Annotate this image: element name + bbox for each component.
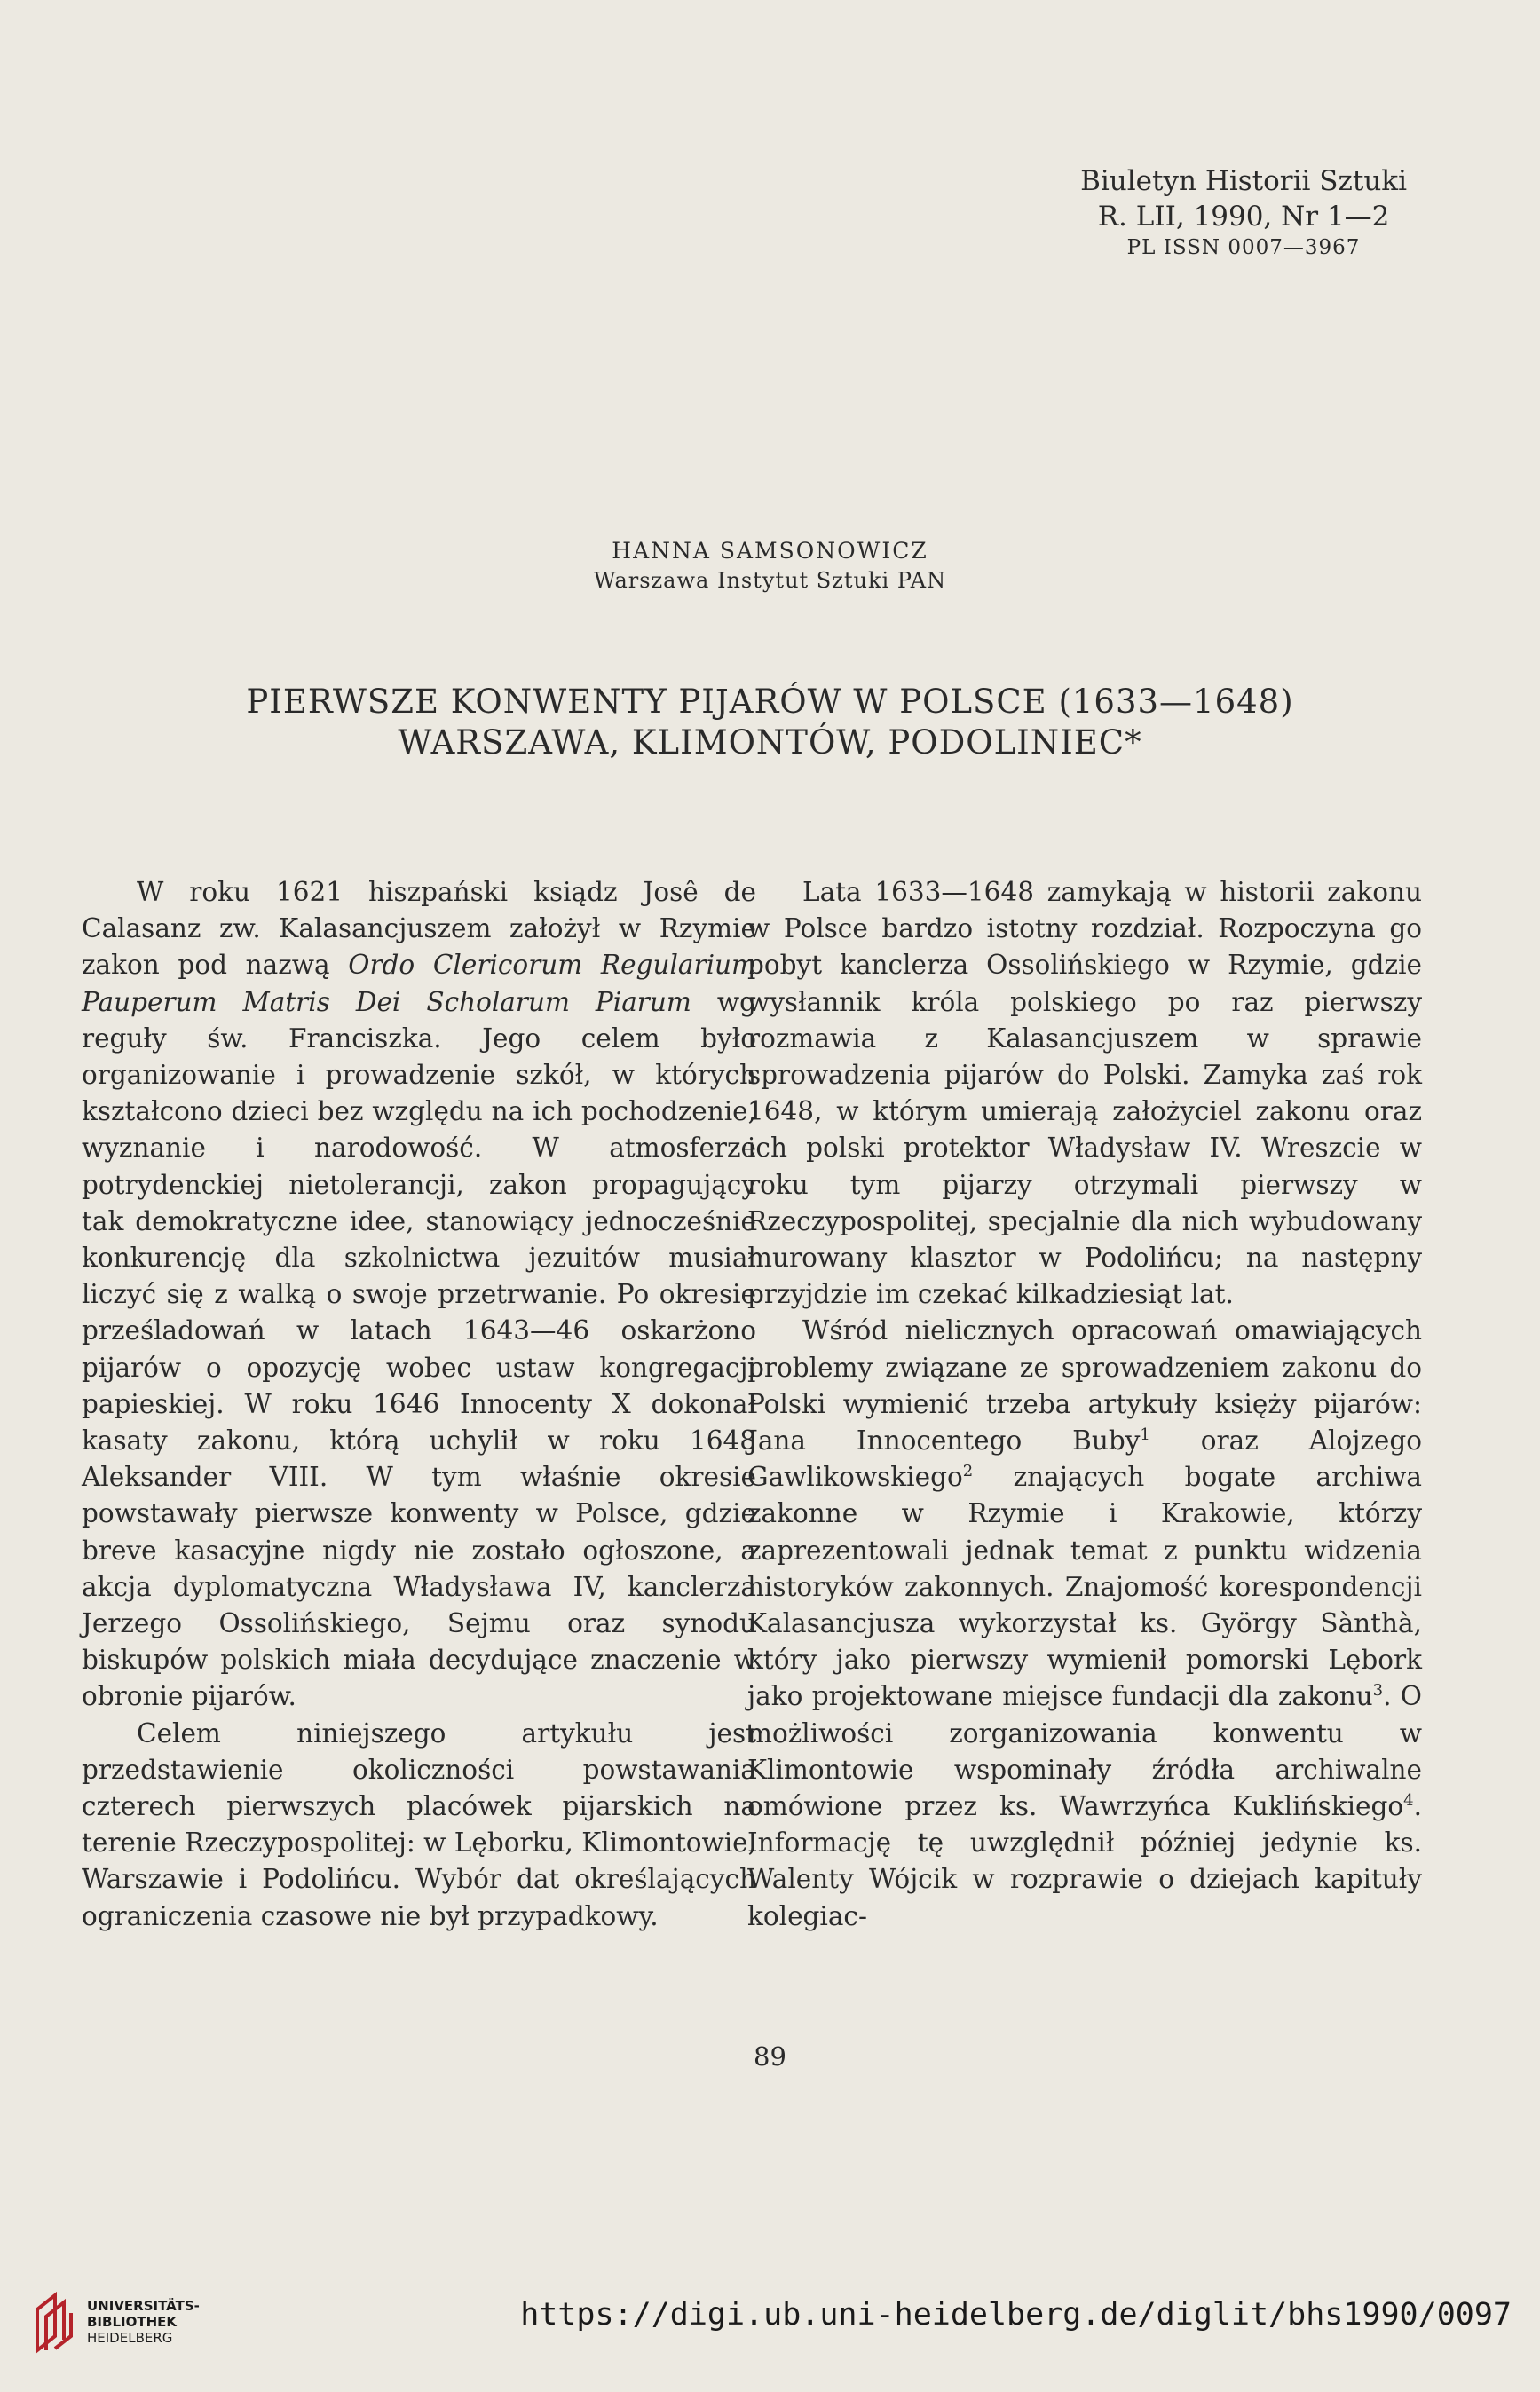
left-paragraph-2: Celem niniejszego artykułu jest przedstawienie okoliczności powstawania czterech pierwszych placówek pijarskich na terenie Rzeczypospolitej: w Lęborku, Klimontowie, Warszawie i Podolińcu. Wybór dat określających ograniczenia czasowe nie był przypadkowy. bbox=[82, 1717, 756, 1931]
title-line-2: WARSZAWA, KLIMONTÓW, PODOLINIEC* bbox=[398, 723, 1142, 762]
library-line-2: BIBLIOTHEK bbox=[87, 2314, 177, 2330]
text-run: oraz Alojzego Gawlikowskiego bbox=[747, 1425, 1422, 1493]
text-run: Wśród nielicznych opracowań omawiających problemy związane ze sprowadzeniem zakonu do Polski wymienić trzeba artykuły księży pijarów: Jana Innocentego Buby bbox=[747, 1315, 1422, 1457]
text-run: wg reguły św. Franciszka. Jego celem było organizowanie i prowadzenie szkół, w których kształcono dzieci bez względu na ich pochodzenie, wyznanie i narodowość. W atmosferze potrydenckiej nietolerancji, zakon propagujący tak demokratyczne idee, stanowiący jednocześnie konkurencję dla szkolnictwa jezuitów musiał liczyć się z walką o swoje przetrwanie. Po okresie prześladowań w latach 1643—46 oskarżono pijarów o opozycję wobec ustaw kongregacji papieskiej. W roku 1646 Innocenty X dokonał kasaty zakonu, którą uchylił w roku 1648 Aleksander VIII. W tym właśnie okresie powstawały pierwsze konwenty w Polsce, gdzie breve kasacyjne nigdy nie zostało ogłoszone, a akcja dyplomatyczna Władysława IV, kanclerza Jerzego Ossolińskiego, Sejmu oraz synodu biskupów polskich miała decydujące znaczenie w obronie pijarów. bbox=[82, 986, 756, 1712]
library-name bbox=[87, 2298, 200, 2346]
right-paragraph-2 bbox=[747, 1313, 1422, 1934]
title-line-1: PIERWSZE KONWENTY PIJARÓW W POLSCE (1633—1648) bbox=[246, 683, 1294, 721]
library-line-3: HEIDELBERG bbox=[87, 2330, 173, 2346]
author-name: HANNA SAMSONOWICZ bbox=[612, 538, 928, 564]
journal-volume: R. LII, 1990, Nr 1—2 bbox=[1097, 201, 1390, 233]
footnote-ref-1[interactable]: 1 bbox=[1140, 1425, 1150, 1445]
text-run: znających bogate archiwa zakonne w Rzymie i Krakowie, którzy zaprezentowali jednak temat z punktu widzenia historyków zakonnych. Znajomość korespondencji Kalasancjusza wykorzystał ks. Györgу Sànthà, który jako pierwszy wymienił pomorski Lębork jako projektowane miejsce fundacji dla zakonu bbox=[747, 1462, 1422, 1712]
text-run: . Informację tę uwzględnił później jedynie ks. Walenty Wójcik w rozprawie o dziejach kapituły kolegiac- bbox=[747, 1791, 1422, 1931]
page-number: 89 bbox=[754, 2041, 786, 2072]
text-run: . O możliwości zorganizowania konwentu w Klimontowie wspominały źródła archiwalne omówione przez ks. Wawrzyńca Kuklińskiego bbox=[747, 1681, 1422, 1822]
footnote-ref-4[interactable]: 4 bbox=[1403, 1791, 1414, 1811]
text-run: W roku 1621 hiszpański ksiądz Josê de Calasanz zw. Kalasancjuszem założył w Rzymie zakon pod nazwą bbox=[82, 877, 756, 981]
journal-title: Biuletyn Historii Sztuki bbox=[1080, 165, 1407, 197]
right-column bbox=[747, 874, 1422, 1935]
heidelberg-library-logo-icon bbox=[32, 2290, 76, 2354]
journal-issn: PL ISSN 0007—3967 bbox=[1126, 235, 1361, 259]
journal-header bbox=[1080, 163, 1407, 261]
latin-order-name: Ordo Clericorum Regularium Pauperum Matris Dei Scholarum Piarum bbox=[82, 950, 756, 1017]
author-affiliation: Warszawa Instytut Sztuki PAN bbox=[593, 568, 947, 593]
left-paragraph-1 bbox=[82, 874, 756, 1716]
library-logo[interactable] bbox=[32, 2290, 200, 2354]
footnote-ref-2[interactable]: 2 bbox=[962, 1462, 974, 1481]
source-url-link[interactable]: https://digi.ub.uni-heidelberg.de/diglit/bhs1990/0097 bbox=[520, 2297, 1512, 2333]
left-column bbox=[82, 874, 756, 1935]
article-title bbox=[0, 682, 1540, 764]
footnote-ref-3[interactable]: 3 bbox=[1372, 1681, 1384, 1701]
right-paragraph-1: Lata 1633—1648 zamykają w historii zakonu w Polsce bardzo istotny rozdział. Rozpoczyna go pobyt kanclerza Ossolińskiego w Rzymie, gdzie wysłannik króla polskiego po raz pierwszy rozmawia z Kalasancjuszem w sprawie sprowadzenia pijarów do Polski. Zamyka zaś rok 1648, w którym umierają założyciel zakonu oraz ich polski protektor Władysław IV. Wreszcie w roku tym pijarzy otrzymali pierwszy w Rzeczypospolitej, specjalnie dla nich wybudowany murowany klasztor w Podolińcu; na następny przyjdzie im czekać kilkadziesiąt lat. bbox=[747, 877, 1422, 1310]
author-block bbox=[0, 535, 1540, 596]
library-line-1: UNIVERSITÄTS- bbox=[87, 2298, 200, 2314]
